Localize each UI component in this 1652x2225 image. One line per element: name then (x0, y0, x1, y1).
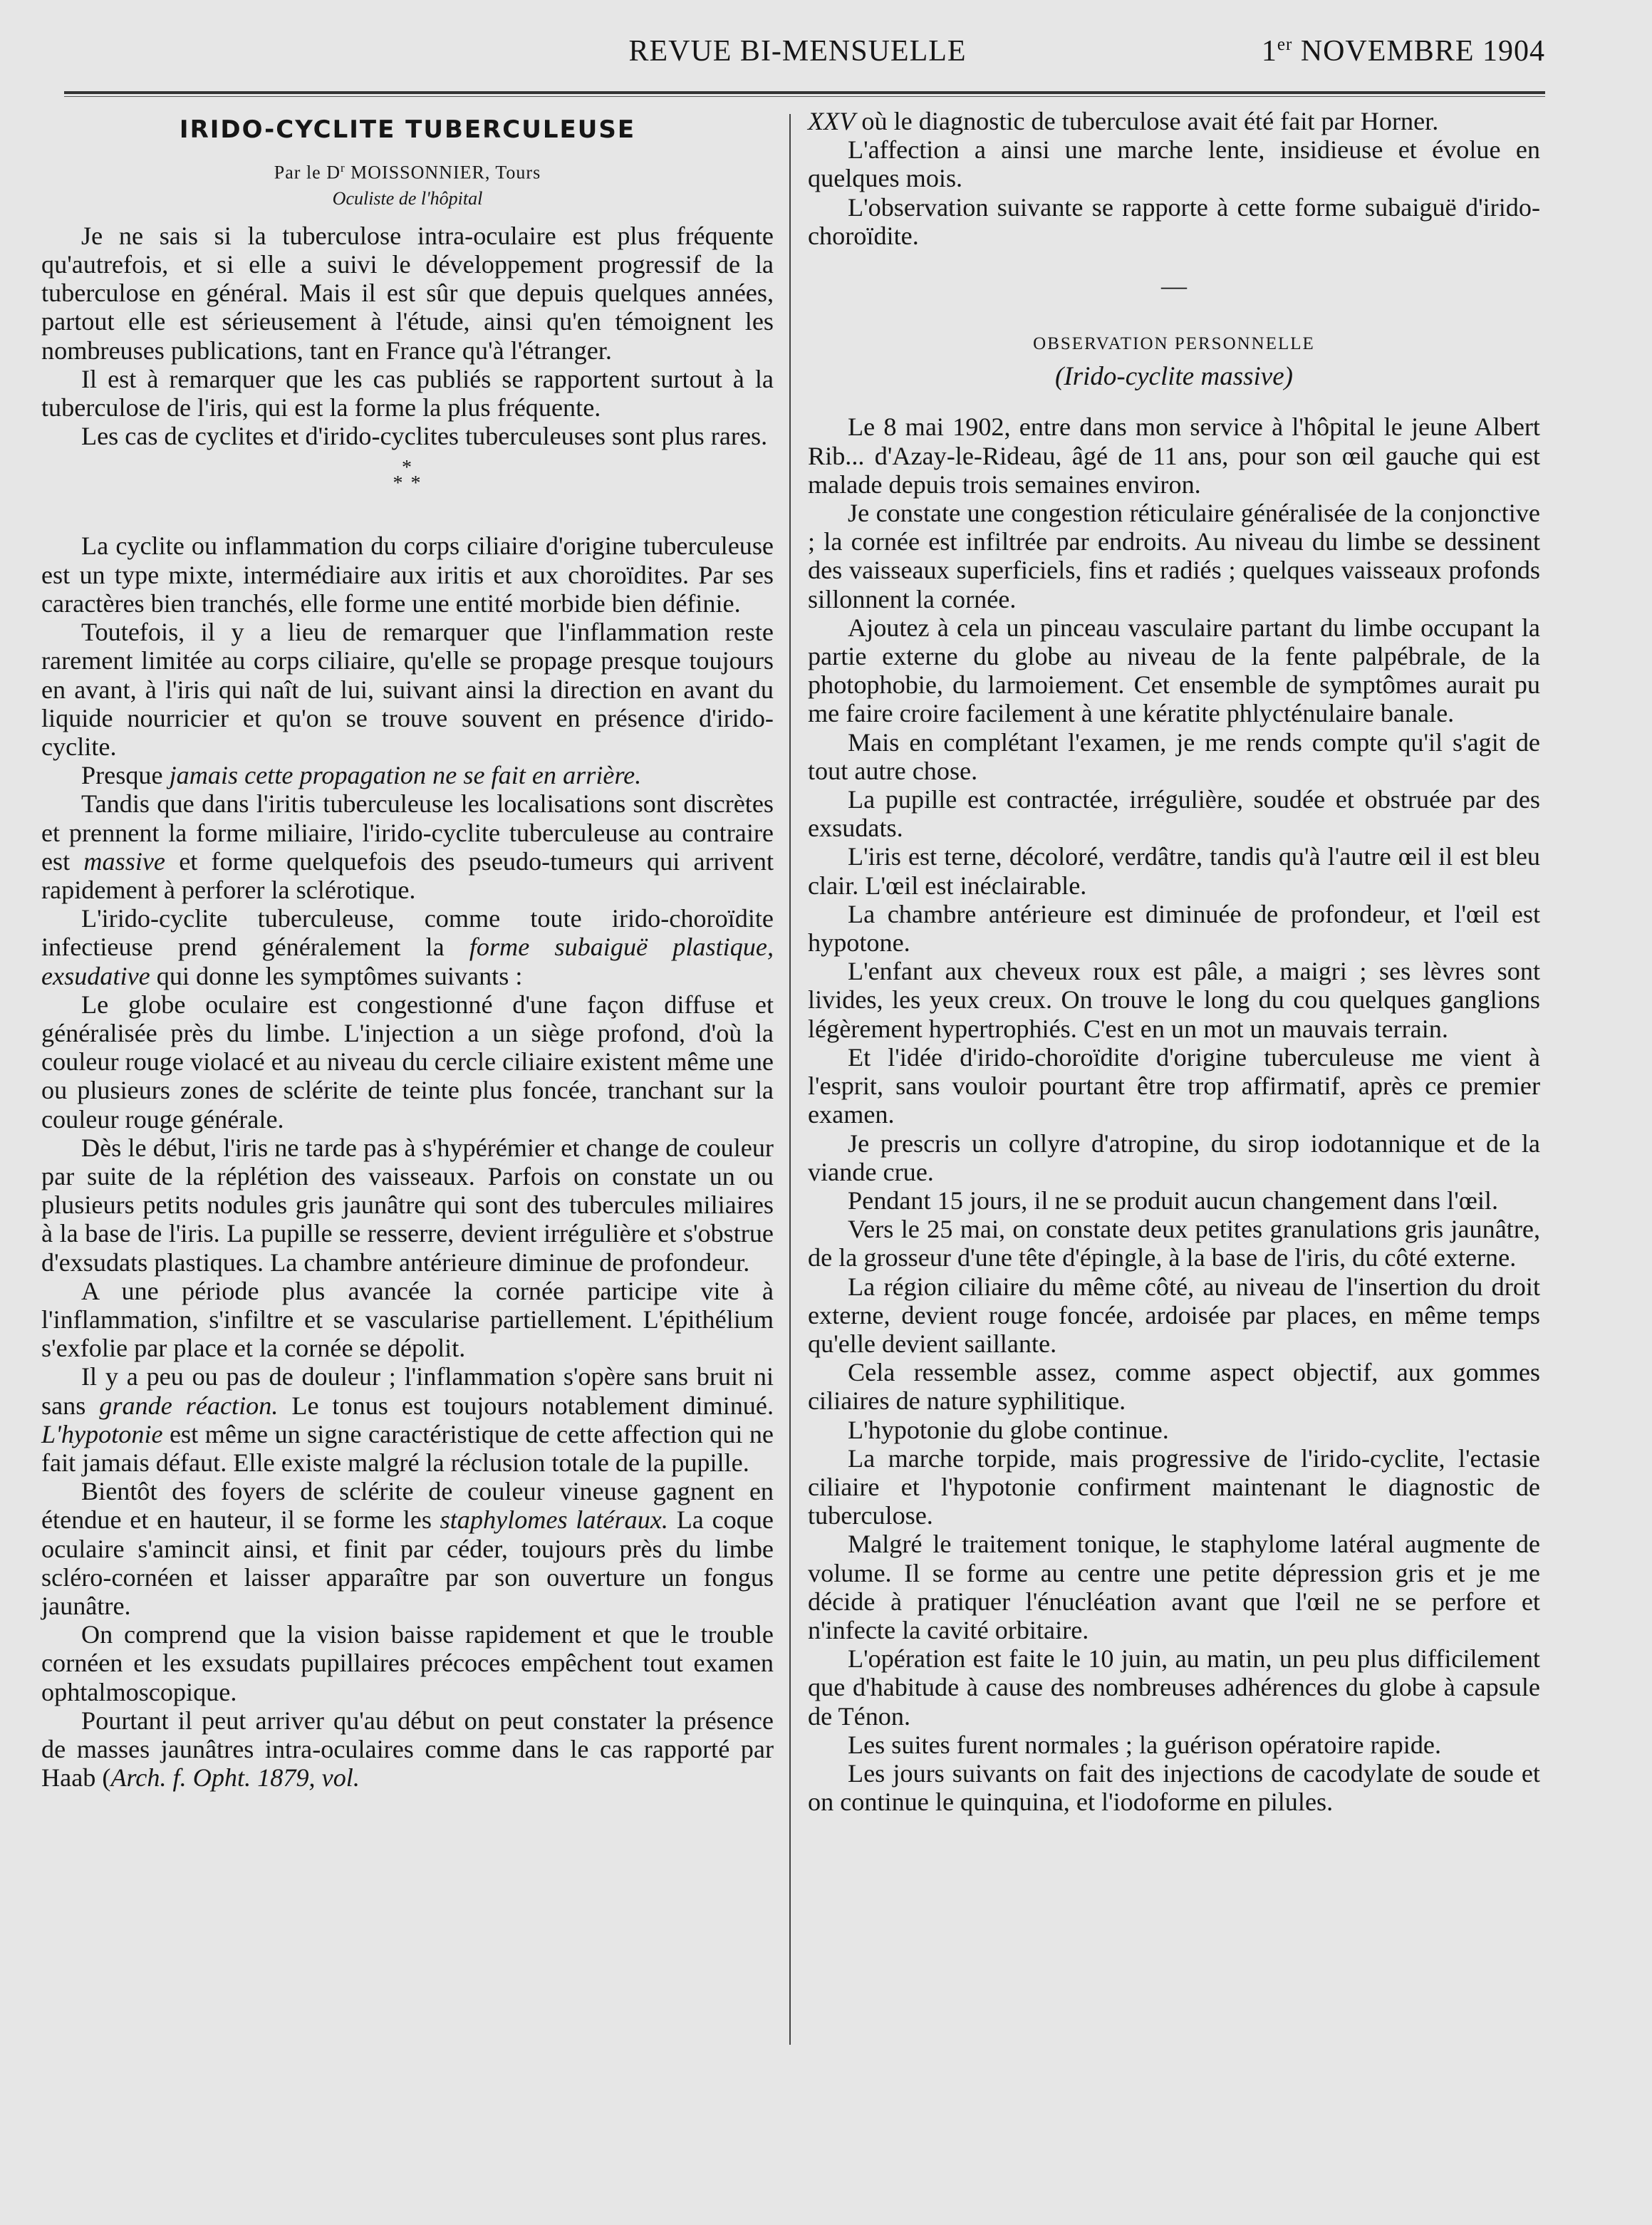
paragraph: L'affection a ainsi une marche lente, insidieuse et évolue en quelques mois. (808, 135, 1540, 193)
paragraph: Le 8 mai 1902, entre dans mon service à l'hôpital le jeune Albert Rib... d'Azay-le-Rideau, âgé de 11 ans, pour son œil gauche qui est malade depuis trois semaines environ. (808, 413, 1540, 499)
paragraph: Les cas de cyclites et d'irido-cyclites tuberculeuses sont plus rares. (81, 422, 768, 451)
section-dash: — (1161, 271, 1187, 301)
paragraph: L'opération est faite le 10 juin, au matin, un peu plus difficilement que d'habitude à cause des nombreuses adhérences du globe à capsule de Ténon. (808, 1644, 1540, 1731)
paragraph: L'enfant aux cheveux roux est pâle, a maigri ; ses lèvres sont livides, les yeux creux. On trouve le long du cou quelques ganglions légèrement hypertrophiés. C'est en un mot un mauvais terrain. (808, 957, 1540, 1043)
paragraph: Vers le 25 mai, on constate deux petites granulations gris jaunâtre, de la grosseur d'une tête d'épingle, à la base de l'iris, du côté externe. (808, 1215, 1540, 1272)
paragraph: Il est à remarquer que les cas publiés se rapportent surtout à la tuberculose de l'iris, qui est la forme la plus fréquente. (41, 364, 774, 422)
paragraph: Dès le début, l'iris ne tarde pas à s'hypérémier et change de couleur par suite de la réplétion des vaisseaux. Parfois on constate un ou plusieurs petits nodules gris jaunâtre qui sont des tubercules miliaires à la base de l'iris. La pupille se resserre, devient irrégulière et s'obstrue d'exsudats plastiques. La chambre antérieure diminue de profondeur. (41, 1133, 774, 1277)
paragraph: Pourtant il peut arriver qu'au début on peut constater la présence de masses jaunâtres intra-oculaires comme dans le cas rapporté par Haab (Arch. f. Opht. 1879, vol. (41, 1706, 774, 1793)
paragraph: Cela ressemble assez, comme aspect objectif, aux gommes ciliaires de nature syphilitique. (808, 1358, 1540, 1416)
paragraph: L'irido-cyclite tuberculeuse, comme toute irido-choroïdite infectieuse prend généralement la forme subaiguë plastique, exsudative qui donne les symptômes suivants : (41, 904, 774, 990)
paragraph: Le globe oculaire est congestionné d'une façon diffuse et généralisée près du limbe. L'injection a un siège profond, d'où la couleur rouge violacé et au niveau du cercle ciliaire existent même une ou plusieurs zones de sclérite de teinte plus foncée, tranchant sur la couleur rouge générale. (41, 990, 774, 1134)
left-column (41, 107, 774, 1792)
paragraph: L'hypotonie du globe continue. (848, 1415, 1169, 1444)
paragraph: XXV où le diagnostic de tuberculose avait été fait par Horner. (808, 107, 1439, 135)
article-title: IRIDO-CYCLITE TUBERCULEUSE (179, 115, 636, 144)
right-column (808, 107, 1540, 1816)
issue-date: 1er NOVEMBRE 1904 (1261, 35, 1545, 68)
paragraph: Les jours suivants on fait des injections de cacodylate de soude et on continue le quinquina, et l'iodoforme en pilules. (808, 1758, 1540, 1817)
paragraph: La chambre antérieure est diminuée de profondeur, et l'œil est hypotone. (808, 899, 1540, 958)
header-rule (64, 91, 1545, 97)
observation-heading: OBSERVATION PERSONNELLE (1033, 334, 1315, 354)
paragraph: La pupille est contractée, irrégulière, soudée et obstruée par des exsudats. (808, 785, 1540, 843)
paragraph: Je prescris un collyre d'atropine, du sirop iodotannique et de la viande crue. (808, 1129, 1540, 1186)
paragraph: Ajoutez à cela un pinceau vasculaire partant du limbe occupant la partie externe du globe au niveau de la fente palpébrale, de la photophobie, du larmoiement. Cet ensemble de symptômes aurait pu me faire croire facilement à une kératite phlycténulaire banale. (808, 613, 1540, 728)
paragraph: Mais en complétant l'examen, je me rends compte qu'il s'agit de tout autre chose. (808, 727, 1540, 785)
paragraph: Les suites furent normales ; la guérison opératoire rapide. (848, 1730, 1442, 1759)
section-separator: * * * (393, 457, 422, 495)
paragraph: La région ciliaire du même côté, au niveau de l'insertion du droit externe, devient rouge foncée, ardoisée par places, en même temps qu'elle devient saillante. (808, 1272, 1540, 1358)
paragraph: Malgré le traitement tonique, le staphylome latéral augmente de volume. Il se forme au centre une petite dépression gris et je me décide à pratiquer l'énucléation avant que l'œil ne se perfore et n'infecte la cavité orbitaire. (808, 1530, 1540, 1644)
paragraph: A une période plus avancée la cornée participe vite à l'inflammation, s'infiltre et se vascularise partiellement. L'épithélium s'exfolie par place et la cornée se dépolit. (41, 1276, 774, 1363)
paragraph: Et l'idée d'irido-choroïdite d'origine tuberculeuse me vient à l'esprit, sans vouloir pourtant être trop affirmatif, après ce premier examen. (808, 1042, 1540, 1129)
paragraph: La cyclite ou inflammation du corps ciliaire d'origine tuberculeuse est un type mixte, intermédiaire aux iritis et aux choroïdites. Par ses caractères bien tranchés, elle forme une entité morbide bien définie. (41, 531, 774, 618)
journal-title: REVUE BI-MENSUELLE (628, 35, 967, 68)
observation-subtitle: (Irido-cyclite massive) (1055, 362, 1293, 392)
paragraph: La marche torpide, mais progressive de l'irido-cyclite, l'ectasie ciliaire et l'hypotonie confirment maintenant le diagnostic de tuberculose. (808, 1443, 1540, 1530)
paragraph: Je constate une congestion réticulaire généralisée de la conjonctive ; la cornée est infiltrée par endroits. Au niveau du limbe se dessinent des vaisseaux superficiels, fins et radiés ; quelques vaisseaux profonds sillonnent la cornée. (808, 499, 1540, 613)
paragraph: On comprend que la vision baisse rapidement et que le trouble cornéen et les exsudats pupillaires précoces empêchent tout examen ophtalmoscopique. (41, 1620, 774, 1706)
paragraph: Tandis que dans l'iritis tuberculeuse les localisations sont discrètes et prennent la forme miliaire, l'irido-cyclite tuberculeuse au contraire est massive et forme quelquefois des pseudo-tumeurs qui arrivent rapidement à perforer la sclérotique. (41, 789, 774, 904)
author-byline: Par le $D^r$ MOISSONNIER, Tours (274, 161, 541, 183)
column-rule (789, 114, 791, 2045)
paragraph: Toutefois, il y a lieu de remarquer que l'inflammation reste rarement limitée au corps ciliaire, qu'elle se propage presque toujours en avant, à l'iris qui naît de lui, suivant ainsi la direction en avant du liquide nourricier et qu'on se trouve souvent en présence d'irido-cyclite. (41, 618, 774, 761)
running-head (50, 30, 1545, 76)
author-affiliation: Oculiste de l'hôpital (332, 187, 483, 209)
paragraph: Bientôt des foyers de sclérite de couleur vineuse gagnent en étendue et en hauteur, il se forme les staphylomes latéraux. La coque oculaire s'amincit ainsi, et finit par céder, toujours près du limbe scléro-cornéen et laisser apparaître par son ouverture un fongus jaunâtre. (41, 1477, 774, 1620)
paragraph: L'iris est terne, décoloré, verdâtre, tandis qu'à l'autre œil il est bleu clair. L'œil est inéclairable. (808, 842, 1540, 900)
paragraph: Il y a peu ou pas de douleur ; l'inflammation s'opère sans bruit ni sans grande réaction. Le tonus est toujours notablement diminué. L'hypotonie est même un signe caractéristique de cette affection qui ne fait jamais défaut. Elle existe malgré la réclusion totale de la pupille. (41, 1362, 774, 1477)
paragraph: L'observation suivante se rapporte à cette forme subaiguë d'irido-choroïdite. (808, 192, 1540, 250)
paragraph: Je ne sais si la tuberculose intra-oculaire est plus fréquente qu'autrefois, et si elle a suivi le développement progressif de la tuberculose en général. Mais il est sûr que depuis quelques années, partout elle est sérieusement à l'étude, ainsi qu'en témoignent les nombreuses publications, tant en France qu'à l'étranger. (41, 221, 774, 365)
paragraph: Presque jamais cette propagation ne se fait en arrière. (81, 761, 642, 790)
paragraph: Pendant 15 jours, il ne se produit aucun changement dans l'œil. (848, 1186, 1499, 1215)
